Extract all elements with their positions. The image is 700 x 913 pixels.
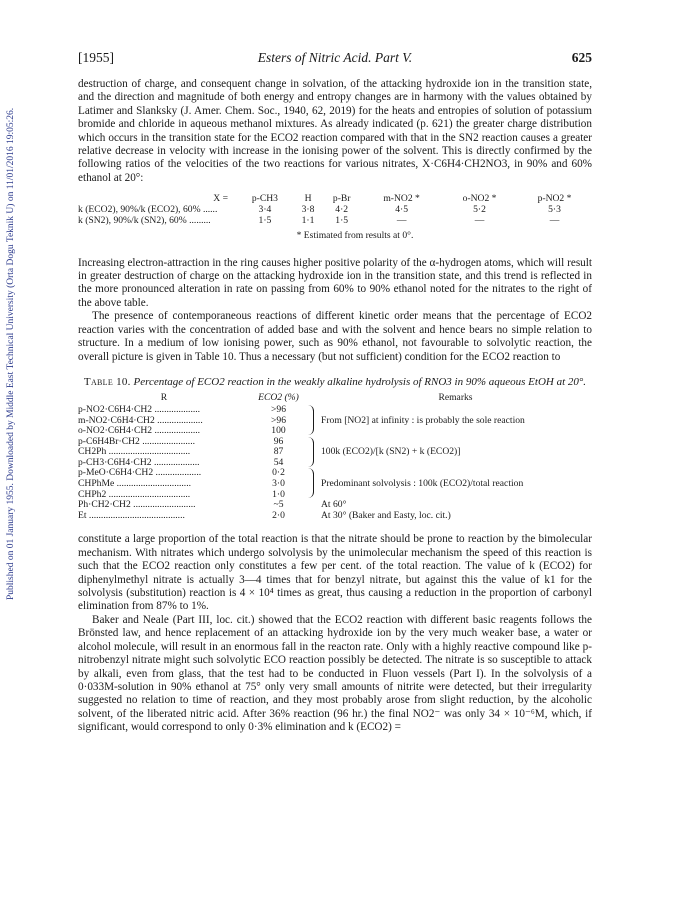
table10-r: CHPh2 .................................. bbox=[78, 489, 191, 500]
table10-r: p-C6H4Br·CH2 ...................... bbox=[78, 436, 195, 447]
group-brace bbox=[307, 405, 319, 437]
table10-e: 0·2 bbox=[272, 467, 285, 479]
table-row bbox=[78, 511, 592, 522]
paragraph-1: destruction of charge, and consequent change in solvation, of the attacking hydroxide ion in the transition state, and the direction and magnitude of both energy and entropy changes are in harmony with the values obtained by Latimer and Slanksky (J. Amer. Chem. Soc., 1940, 62, 2019) for the heats and entropies of solution of potassium bromide and chloride in aqueous methanol mixtures. As already indicated (p. 621) the greater charge distribution which occurs in the transition state for the ECO2 reaction compared with that in the SN2 reaction causes a greater relative decrease in velocity with increase in the ionising power of the solvent. This is directly confirmed by the following ratios of the velocities of the two reactions for various nitrates, X·C6H4·CH2NO3, in 90% and 60% ethanol at 20°: bbox=[78, 78, 592, 184]
table-row bbox=[78, 437, 592, 448]
table10-e: 2·0 bbox=[272, 509, 285, 521]
paragraph-2a: Increasing electron-attraction in the ring causes higher positive polarity of the α-hydrogen atoms, which will result in greater destruction of charge on the attacking hydroxide ion in the transition state, and this trend is reflected in the more pronounced alteration in rate on passing from 60% to 90% ethanol noted for the nitrates to the right of the above table. bbox=[78, 256, 592, 309]
table10-e: 87 bbox=[273, 446, 284, 458]
journal-page bbox=[78, 50, 592, 735]
header-year: [1955] bbox=[78, 50, 114, 65]
ratio-cell: 4·2 bbox=[335, 204, 349, 216]
table10-e: >96 bbox=[270, 403, 286, 415]
running-header bbox=[78, 50, 592, 68]
paragraph-2b: The presence of contemporaneous reactions of different kinetic order means that the percentage of ECO2 reaction varies with the concentration of added base and with the solvent and hence bears no simple relation to structure. In a medium of low ionising power, such as 90% ethanol, not favourable to solvolytic reaction, the overall picture is given in Table 10. Thus a necessary (but not sufficient) condition for the ECO2 reaction to bbox=[78, 310, 592, 363]
ratio-row-label: k (ECO2), 90%/k (ECO2), 60% ...... bbox=[78, 204, 218, 216]
table10-r: Et ........................................ bbox=[78, 510, 185, 521]
ratio-cell: — bbox=[549, 215, 560, 227]
table-row bbox=[78, 405, 592, 416]
ratio-col-header: o-NO2 * bbox=[462, 193, 497, 205]
table10 bbox=[78, 391, 592, 522]
ratio-cell: 4·5 bbox=[395, 204, 408, 216]
table10-col-e: ECO2 (%) bbox=[258, 391, 299, 403]
table10-col-remarks: Remarks bbox=[438, 391, 473, 403]
ratio-row-label: k (SN2), 90%/k (SN2), 60% ......... bbox=[78, 215, 211, 227]
table10-r: m-NO2·C6H4·CH2 ................... bbox=[78, 415, 203, 426]
table10-r: Ph·CH2·CH2 .......................... bbox=[78, 500, 196, 511]
table10-remark: At 30° (Baker and Easty, loc. cit.) bbox=[321, 509, 451, 521]
table10-e: 1·0 bbox=[272, 488, 285, 500]
table10-remark: 100k (ECO2)/[k (SN2) + k (ECO2)] bbox=[321, 446, 461, 458]
table10-e: ~5 bbox=[273, 499, 284, 511]
ratio-cell: 5·2 bbox=[473, 204, 486, 216]
table10-header-row bbox=[78, 391, 592, 405]
table10-caption bbox=[78, 376, 592, 389]
ratio-cell: 5·3 bbox=[548, 204, 561, 216]
table10-r: o-NO2·C6H4·CH2 ................... bbox=[78, 426, 201, 437]
ratio-cell: — bbox=[474, 215, 485, 227]
group-brace bbox=[307, 437, 319, 469]
table10-col-r: R bbox=[160, 391, 168, 403]
ratio-row bbox=[78, 204, 592, 215]
table10-e: 54 bbox=[273, 456, 284, 468]
table10-remark: At 60° bbox=[321, 499, 347, 511]
table10-e: 3·0 bbox=[272, 478, 285, 490]
velocity-ratio-table bbox=[78, 193, 592, 226]
table10-e: >96 bbox=[270, 414, 286, 426]
ratio-footnote: * Estimated from results at 0°. bbox=[296, 230, 414, 242]
table10-e: 100 bbox=[271, 425, 286, 437]
ratio-header-row bbox=[78, 193, 592, 204]
paragraph-3a: constitute a large proportion of the total reaction is that the nitrate should be prone to reaction by the bimolecular mechanism. With nitrates which undergo solvolysis by the unimolecular mechanism the speed of this reaction is such that the ECO2 reaction only constitutes a few per cent. of the total reaction. The value of k (ECO2) for diphenylmethyl nitrate is actually 3—4 times that for benzyl nitrate, but against this the value of k1 for the solvolysis (substitution) reaction is 4 × 10⁴ times as great, thus causing a reduction in the proportion of carbonyl elimination from 87% to 1%. bbox=[78, 533, 592, 613]
ratio-col-header: p-CH3 bbox=[251, 193, 278, 205]
ratio-col-header: p-NO2 * bbox=[537, 193, 572, 205]
ratio-col-header: m-NO2 * bbox=[383, 193, 420, 205]
ratio-cell: 1·5 bbox=[335, 215, 349, 227]
ratio-col-header: p-Br bbox=[332, 193, 351, 205]
table10-remark: Predominant solvolysis : 100k (ECO2)/total reaction bbox=[321, 478, 524, 490]
ratio-cell: 1·5 bbox=[258, 215, 272, 227]
paragraph-3b: Baker and Neale (Part III, loc. cit.) showed that the ECO2 reaction with different basic reagents follows the Brönsted law, and hence replacement of an attacking hydroxide ion by the very much weaker base, a water or alcohol molecule, will result in an enormous fall in the reacton rate. Only with a highly reactive compound like p-nitrobenzyl nitrate might such solvolytic ECO reaction possibly be detected. The nitrate is so susceptible to attack by alkali, even from glass, that the test had to be conducted in Fluon vessels (Part I). In the solvolysis of a 0·033M-solution in 90% ethanol at 75° only very small amounts of nitrite were detected, but their irregularity suggested no relation to time of reaction, and they most probably arose from slight reduction, by the alcoholic solvent, of the liberated nitric acid. After 36% reaction (96 hr.) the final NO2⁻ was only 34 × 10⁻⁶M, which, if significant, would correspond to only 0·3% elimination and k (ECO2) = bbox=[78, 613, 592, 734]
table10-r: p-CH3·C6H4·CH2 ................... bbox=[78, 457, 200, 468]
table10-label: Table 10. bbox=[83, 375, 131, 388]
ratio-cell: 3·8 bbox=[301, 204, 315, 216]
group-brace bbox=[307, 468, 319, 500]
header-title: Esters of Nitric Acid. Part V. bbox=[257, 50, 413, 65]
ratio-cell: 1·1 bbox=[301, 215, 315, 227]
download-notice-sidebar: Published on 01 January 1955. Downloaded by Middle East Technical University (Orta Dogu Teknik U) on 11/01/2016 19:05:26. bbox=[6, 107, 16, 600]
ratio-row bbox=[78, 215, 592, 226]
ratio-cell: — bbox=[396, 215, 407, 227]
table10-r: p-NO2·C6H4·CH2 ................... bbox=[78, 404, 201, 415]
table10-r: CH2Ph .................................. bbox=[78, 447, 191, 458]
table-row bbox=[78, 468, 592, 479]
header-page-number: 625 bbox=[571, 50, 592, 65]
table10-caption-text: Percentage of ECO2 reaction in the weakly alkaline hydrolysis of RNO3 in 90% aqueous EtOH at 20°. bbox=[133, 375, 587, 388]
table10-remark: From [NO2] at infinity : is probably the sole reaction bbox=[321, 414, 525, 426]
table10-r: CHPhMe ............................... bbox=[78, 479, 191, 490]
ratio-cell: 3·4 bbox=[258, 204, 272, 216]
ratio-col-header: H bbox=[304, 193, 312, 205]
table10-e: 96 bbox=[273, 435, 284, 447]
table10-r: p-MeO·C6H4·CH2 ................... bbox=[78, 468, 202, 479]
ratio-header-label: X = bbox=[213, 193, 228, 205]
